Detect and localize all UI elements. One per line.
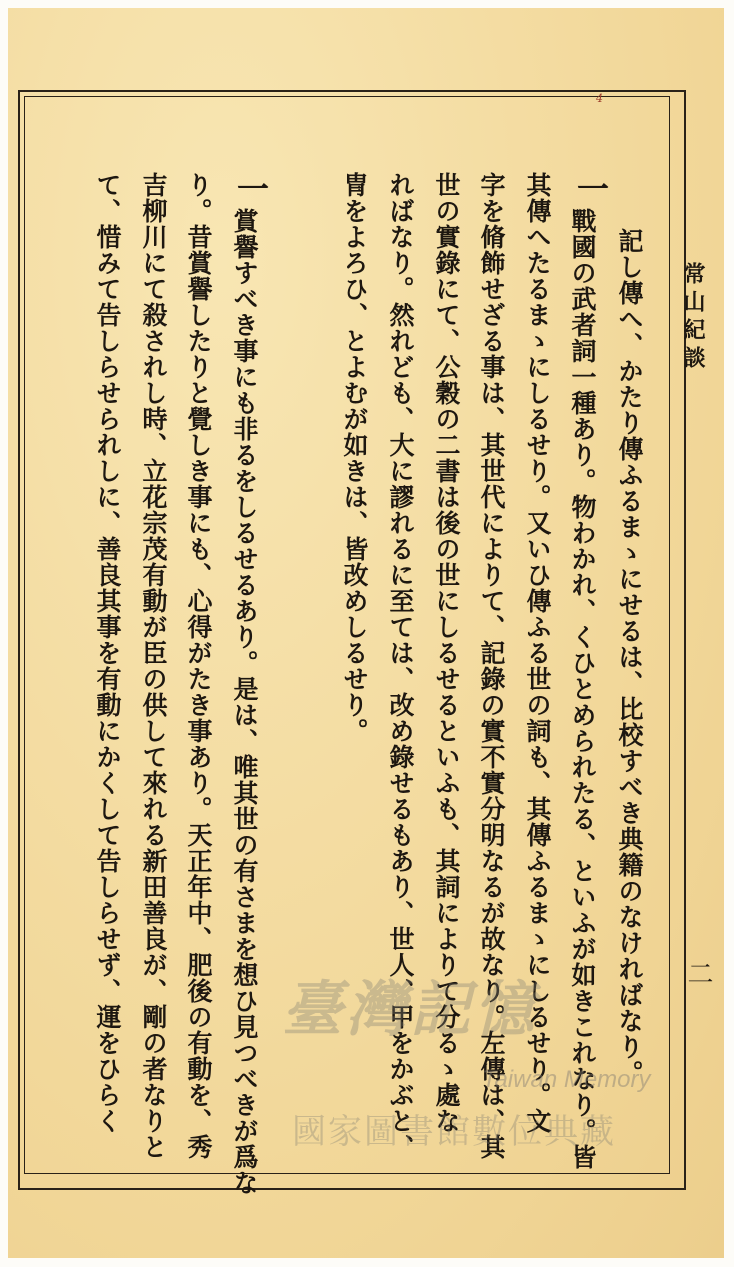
text-column-1: 記し傳へ、かたり傳ふるまゝにせるは、比校すべき典籍のなければなり。 [615, 228, 644, 1086]
entry-bullet-1: 一 [572, 172, 610, 204]
folio: 二 [683, 960, 713, 986]
text-column-8: 賞譽すべき事にも非るをしるせるあり。是は、唯其世の有さまを想ひ見つべきが爲な [230, 208, 259, 1196]
text-column-6: ればなり。然れども、大に謬れるに至ては、改め錄せるもあり、世人、甲をかぶと、 [386, 172, 415, 1160]
text-column-9: り。昔賞譽したりと覺しき事にも、心得がたき事あり。天正年中、肥後の有動を、秀 [184, 172, 213, 1160]
watermark-title: 臺灣記憶 [282, 975, 538, 1045]
text-column-10: 吉柳川にて殺されし時、立花宗茂有動が臣の供して來れる新田善良が、剛の者なりと [139, 172, 168, 1160]
watermark-owner: 國家圖書館數位典藏 [292, 1112, 616, 1152]
entry-bullet-2: 一 [232, 172, 270, 204]
text-column-4: 字を脩飾せざる事は、其世代によりて、記錄の實不實分明なるが故なり。左傳は、其 [477, 172, 506, 1160]
text-column-11: て、惜みて告しらせられしに、善良其事を有動にかくして告しらせず、運をひらく [93, 172, 122, 1134]
watermark-subtitle: Taiwan Memory [482, 1066, 651, 1093]
text-column-5: 世の實錄にて、公穀の二書は後の世にしるせるといふも、其詞によりて分るゝ處な [432, 172, 461, 1134]
running-head: 常山紀談 [680, 262, 706, 374]
text-column-7: 冑をよろひ、とよむが如きは、皆改めしるせり。 [340, 172, 369, 744]
text-column-2: 戰國の武者詞一種あり。物わかれ、くひとめられたる、といふが如きこれなり。皆 [568, 208, 597, 1170]
page-mark: 4 [596, 92, 603, 105]
text-column-3: 其傳へたるまゝにしるせり。又いひ傳ふる世の詞も、其傳ふるまゝにしるせり。文 [523, 172, 552, 1134]
